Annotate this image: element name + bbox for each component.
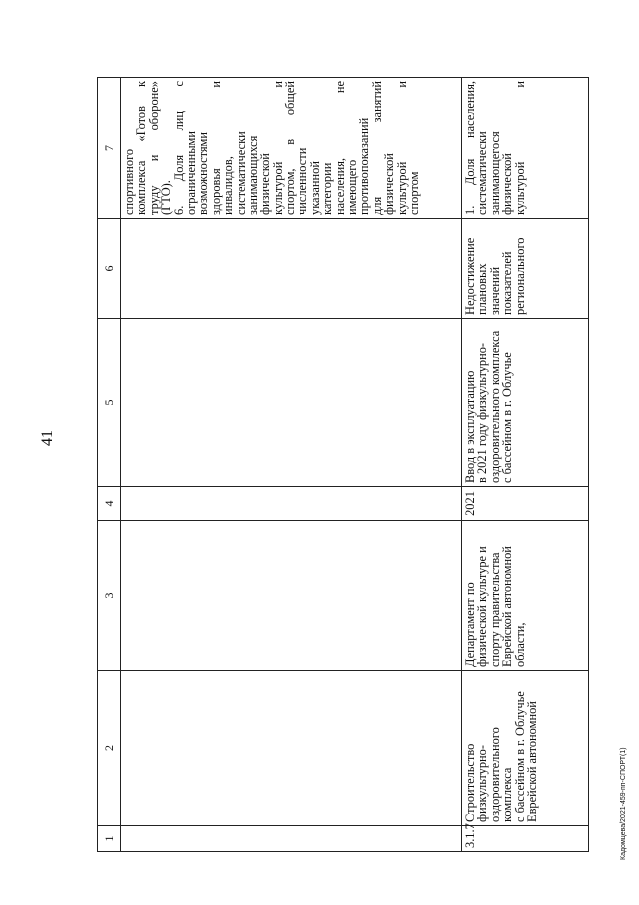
measures-table	[97, 77, 589, 852]
expected-result: Ввод в эксплуатацию в 2021 году физкультурно- оздоровительного комплекса с бассейном в г. Облучье	[463, 330, 515, 483]
item-number: 3.1.7	[463, 823, 477, 848]
cell-empty	[121, 319, 462, 487]
table-row	[462, 78, 589, 852]
header-col-1: 1	[98, 826, 121, 852]
indicator-lines	[123, 81, 420, 215]
text-line: труду и обороне»	[146, 81, 161, 215]
cell-event-name	[462, 671, 589, 826]
header-col-4: 4	[98, 487, 121, 521]
text-line: инвалидов,	[221, 156, 236, 215]
cell-empty	[121, 671, 462, 826]
cell-item-number	[462, 823, 589, 852]
cell-empty	[121, 219, 462, 319]
table-row	[121, 78, 462, 852]
text-line: населения, не	[332, 81, 347, 215]
cell-empty	[121, 521, 462, 671]
header-col-5: 5	[98, 319, 121, 487]
responsible-executor: Департамент по физической культуре и спорту правительства Еврейской автономной области,	[463, 546, 527, 667]
text-line: здоровья и	[208, 81, 223, 215]
text-line: противопоказаний	[357, 117, 372, 215]
text-line: 1. Доля населения,	[463, 81, 477, 215]
text-line: для занятий	[369, 81, 384, 215]
deadline-year: 2021	[463, 491, 477, 516]
consequences: Недостижение плановых значений показателей регионального	[463, 237, 527, 315]
text-line: культурой и	[394, 81, 409, 215]
header-col-3: 3	[98, 521, 121, 671]
text-line: культурой и	[512, 81, 527, 215]
cell-expected-result	[462, 319, 589, 487]
text-line: имеющего	[345, 159, 360, 215]
text-line: указанной	[307, 160, 322, 215]
text-line: систематически	[475, 131, 490, 215]
document-id: Кадомцева/2021-459-пп-СПОРТ(1)	[620, 747, 627, 860]
text-line: спортом, в общей	[283, 81, 298, 215]
text-line: физической	[382, 153, 397, 215]
header-col-6: 6	[98, 219, 121, 319]
cell-indicators	[462, 78, 589, 219]
text-line: спортивного	[122, 148, 136, 215]
indicator-lines	[464, 81, 526, 215]
text-line: физической	[500, 153, 515, 215]
header-row	[98, 78, 121, 852]
cell-empty	[121, 826, 462, 852]
page-number: 41	[39, 430, 56, 446]
text-line: комплекса «Готов к	[134, 81, 149, 215]
event-name: Строительство физкультурно- оздоровительного комплекса с бассейном в г. Облучье Еврейской автономной	[463, 691, 540, 822]
cell-deadline	[462, 487, 589, 521]
text-line: спортом	[406, 171, 421, 215]
header-col-7: 7	[98, 78, 121, 219]
text-line: численности	[295, 147, 310, 215]
header-col-2: 2	[98, 671, 121, 826]
text-line: (ГТО).	[159, 180, 174, 215]
text-line: категории	[320, 162, 335, 215]
cell-empty	[121, 487, 462, 521]
text-line: ограниченными	[183, 130, 198, 215]
text-line: культурой и	[270, 81, 285, 215]
text-line: физической	[258, 153, 273, 215]
cell-responsible	[462, 521, 589, 671]
text-line: систематически	[233, 131, 248, 215]
text-line: возможностями	[196, 131, 211, 215]
cell-indicators-continued	[121, 78, 462, 219]
text-line: 6. Доля лиц с	[171, 81, 186, 215]
text-line: занимающихся	[245, 135, 260, 215]
cell-consequences	[462, 219, 589, 319]
text-line: занимающегося	[487, 131, 502, 215]
